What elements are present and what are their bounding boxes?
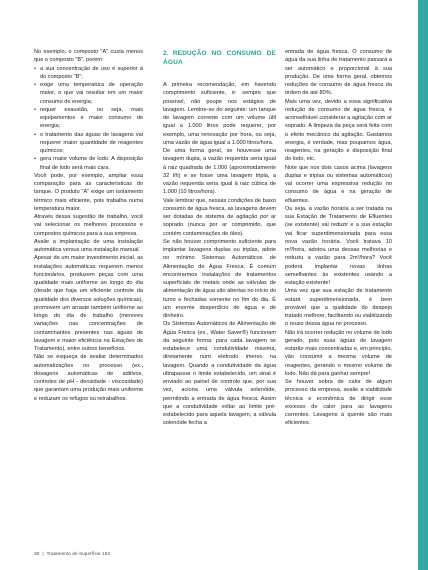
- column-middle: [163, 50, 276, 428]
- paragraph: Ou seja, a vazão horária a ser tratada na sua Estação de Tratamento de Efluentes (se existente) vai reduzir e a sua estação vai ficar superdimensionada para essa nova vazão horária. Você tratava 10 m³/hora, adotou uma dessas melhorias e reduziu a vazão para 2m³/hora? Você poderá implantar novas linhas semelhantes às existentes usando a estação existente!: [285, 205, 392, 286]
- section-number: 2.: [163, 50, 169, 57]
- list-item: • a sua concentração de uso é superior à do composto "B";: [34, 65, 143, 82]
- section-title: REDUÇÃO NO CONSUMO DE ÁGUA: [163, 50, 276, 66]
- paragraph: Se houver sobra de calor de algum processo da empresa, avalie a viabilidade técnica e econômica de dirigir esse excesso de calor para as lavagens correntes. Lavagens à quente são mais eficientes.: [285, 379, 392, 427]
- paragraph: Mais uma vez, devido a essa significativa redução de consumo de água fresca, é aconselhável considerar a agitação com ar soprado. A limpeza da peça será feita com o efeito mecânico da agitação. Gastamos energia, é verdade, mas poupamos água, reagentes, na geração e disposição final do lodo, etc.: [285, 98, 392, 163]
- list-item: • gera maior volume de lodo. A disposição final de lodo será mais cara.: [34, 155, 143, 172]
- list-item: • exige uma temperatura de operação maior, o que vai resultar em um maior consumo de energia;: [34, 81, 143, 106]
- paragraph: entrada de água fresca. O consumo de água da sua linha de tratamento passará a ser automático e proporcional à sua produção. De uma forma geral, obtemos reduções de consumo de água fresca da ordem de até 80%.: [285, 49, 392, 97]
- paragraph: Avalie a implantação de uma instalação automática versus uma instalação manual.: [34, 238, 143, 253]
- paragraph: De uma forma geral, se houvesse uma lavagem dupla, a vazão requerida seria igual à raiz quadrada de 1.000 (aproximadamente 32 l/h) e se fosse uma lavagem tripla, a vazão requerida seria igual à raiz cúbica de 1.000 (10 litros/hora).: [163, 148, 276, 196]
- list-item: • requer exaustão, ou seja, mais equipamentos e maior consumo de energia;: [34, 106, 143, 131]
- bullet-list: [34, 65, 143, 172]
- paragraph: Note que nos dois casos acima (lavagens duplas e triplas ou sistemas automáticos) vai ocorrer uma expressiva redução no consumo de água e na geração de efluentes.: [285, 164, 392, 204]
- publication-name: Tratamento de Superfície 162: [46, 551, 111, 556]
- paragraph: Os Sistemas Automáticos de Alimentação de Água Fresca (ex., Water Saver®) funcionam da seguinte forma: para cada lavagem se estabelece uma condutividade máxima, diretamente num eletrodo imerso na lavagem. Quando a condutividade da água ultrapassar o limite estabelecido, um sinal é enviado ao painel de controle que, por sua vez, aciona uma válvula solenóide, permitindo a entrada de água fresca. Assim que a condutividade voltar ao limite pré-estabelecido para aquela lavagem, a válvula solenóide fecha a: [163, 321, 276, 427]
- paragraph: Uma vez que sua estação de tratamento estará superdimensionada, é bem provável que a qualidade do despejo tratado melhore, facilitando ou viabilizando o reuso dessa água no processo.: [285, 288, 392, 328]
- footer-separator: |: [42, 551, 44, 556]
- column-left: [34, 48, 143, 403]
- paragraph: A primeira recomendação, em havendo comprimento suficiente, é: sempre que possível, não poupe nos estágios de lavagem. Lembre-se do seguinte: um tanque de lavagem corrente com um volume útil igual a 1.000 litros pode requerer, por exemplo, uma renovação por hora, ou seja, uma vazão de água igual a 1.000 litros/hora.: [163, 82, 276, 146]
- paragraph: Não se esqueça de avaliar determinados automatizações no processo (ex., dosagens automáticas de aditivos, controles de pH - densidade - viscosidade) que garantam uma produção mais uniforme e reduzam os refugos ou retrabalhos.: [34, 354, 143, 402]
- page-number: 38: [34, 551, 40, 556]
- paragraph: Vale lembrar que, nessas condições de baixo consumo de água fresca, as lavagens devem ser dotadas de sistema de agitação por ar soprado (nunca por ar comprimido, que contém contaminações de óleo).: [163, 197, 276, 237]
- col1-intro: No exemplo, o composto "A" custa menos que o composto "B", porém:: [34, 49, 143, 64]
- edge-accent-bar: [418, 0, 428, 570]
- paragraph: Se não houver comprimento suficiente para implantar lavagens duplas ou triplas, adote no mínimo Sistemas Automáticos de Alimentação de Água Fresca. É comum encontrarmos instalações de tratamentos superficiais de metais onde as válvulas de alimentação de água são abertas no início do turno e fechadas somente no fim do dia. É um enorme desperdício de água e de dinheiro.: [163, 238, 276, 319]
- paragraph: Não irá ocorrer redução no volume de lodo gerado, pois suas águas de lavagem estarão mais concentradas e, em princípio, vão consumir a mesma volume de reagentes, gerando o mesmo volume de lodo. Não dá para ganhar sempre!: [285, 329, 392, 377]
- paragraph: Apesar de um maior investimento inicial, as instalações automáticas requerem menos funcionários, produzem peças com uma qualidade mais uniforme ao longo do dia (desde que haja um eficiente controle da qualidade dos diversos soluções químicas), promovem um arraste também uniforme ao longo do dia de trabalho (menores variações nas concentrações de contaminantes presentes nas águas de lavagem e maior eficiência na Estações de Tratamento), entre outros benefícios.: [34, 255, 143, 352]
- section-heading: [163, 50, 276, 67]
- paragraph: Através dessa sugestão de trabalho, você vai selecionar os melhores processos e compostos químicos para a sua empresa.: [34, 214, 143, 237]
- paragraph: Você pode, por exemplo, ampliar essa comparação para as características do tanque. O produto "A" exige um isolamento térmico mais eficiente, pois trabalha numa temperatura maior.: [34, 172, 143, 212]
- list-item: • o tratamento das águas de lavagens vai requerer maior quantidade de reagentes químicos;: [34, 131, 143, 156]
- page-footer: [34, 551, 110, 556]
- column-right: [285, 48, 392, 428]
